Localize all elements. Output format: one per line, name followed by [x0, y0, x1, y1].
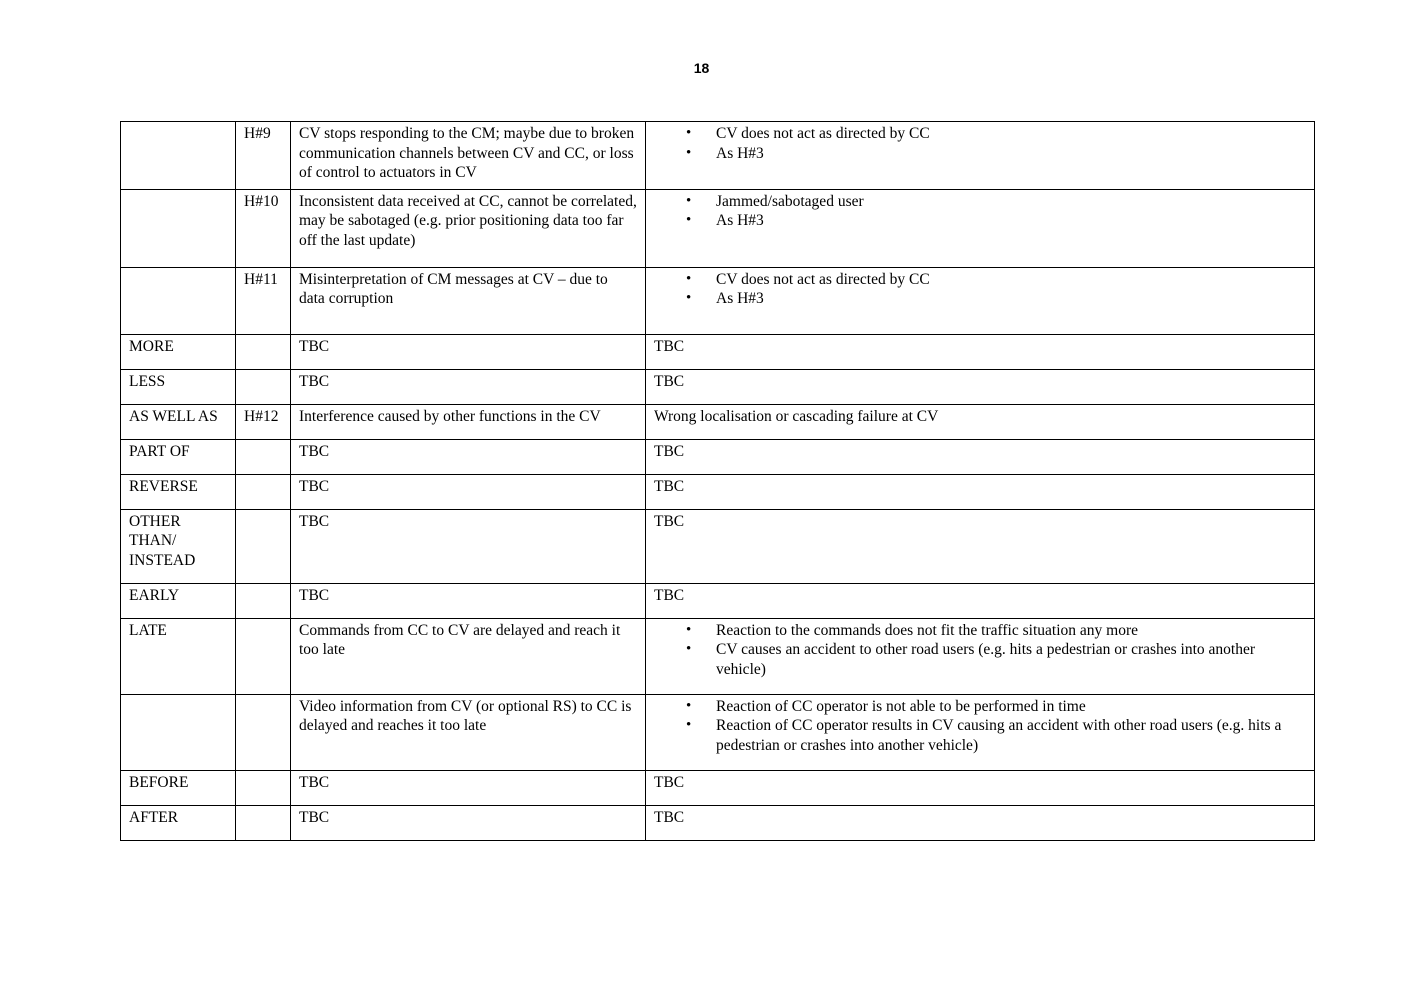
deviation-cell: Video information from CV (or optional RS) to CC is delayed and reaches it too late: [291, 694, 646, 770]
effects-cell: TBC: [646, 369, 1315, 404]
list-item: • Reaction of CC operator results in CV causing an accident with other road users (e.g. hits a pedestrian or crashes into another vehicle): [654, 716, 1306, 755]
guideword-cell: [121, 694, 236, 770]
hazop-table: [120, 121, 1315, 841]
effects-list: [654, 621, 1306, 680]
effects-cell: TBC: [646, 770, 1315, 805]
table-row: [121, 509, 1315, 583]
list-item: • As H#3: [654, 144, 1306, 164]
hazard-id-cell: H#12: [236, 404, 291, 439]
hazard-id-cell: [236, 805, 291, 840]
list-item: • As H#3: [654, 289, 1306, 309]
list-item: • Reaction to the commands does not fit the traffic situation any more: [654, 621, 1306, 641]
deviation-cell: TBC: [291, 583, 646, 618]
deviation-cell: CV stops responding to the CM; maybe due to broken communication channels between CV and CC, or loss of control to actuators in CV: [291, 122, 646, 190]
table-row: [121, 770, 1315, 805]
table-row: [121, 369, 1315, 404]
effects-cell: TBC: [646, 439, 1315, 474]
effects-cell: Wrong localisation or cascading failure at CV: [646, 404, 1315, 439]
effects-cell: TBC: [646, 509, 1315, 583]
guideword-cell: LESS: [121, 369, 236, 404]
deviation-cell: TBC: [291, 770, 646, 805]
hazard-id-cell: H#11: [236, 267, 291, 334]
deviation-cell: TBC: [291, 805, 646, 840]
guideword-cell: PART OF: [121, 439, 236, 474]
deviation-cell: Inconsistent data received at CC, cannot be correlated, may be sabotaged (e.g. prior positioning data too far off the last update): [291, 189, 646, 267]
table-row: [121, 267, 1315, 334]
hazard-id-cell: [236, 439, 291, 474]
table-row: [121, 583, 1315, 618]
effects-cell: TBC: [646, 334, 1315, 369]
hazard-id-cell: H#10: [236, 189, 291, 267]
table-row: [121, 474, 1315, 509]
table-row: [121, 618, 1315, 694]
deviation-cell: TBC: [291, 474, 646, 509]
list-item: • CV causes an accident to other road users (e.g. hits a pedestrian or crashes into another vehicle): [654, 640, 1306, 679]
table-row: [121, 694, 1315, 770]
effects-cell: TBC: [646, 805, 1315, 840]
guideword-cell: AS WELL AS: [121, 404, 236, 439]
guideword-cell: [121, 122, 236, 190]
list-item: • Jammed/sabotaged user: [654, 192, 1306, 212]
table-row: [121, 439, 1315, 474]
deviation-cell: TBC: [291, 369, 646, 404]
guideword-cell: AFTER: [121, 805, 236, 840]
table-row: [121, 805, 1315, 840]
effects-cell: [646, 122, 1315, 190]
table-row: [121, 334, 1315, 369]
effects-cell: [646, 267, 1315, 334]
hazard-id-cell: [236, 694, 291, 770]
table-row: [121, 189, 1315, 267]
hazard-id-cell: [236, 509, 291, 583]
guideword-cell: EARLY: [121, 583, 236, 618]
deviation-cell: Interference caused by other functions in the CV: [291, 404, 646, 439]
hazard-id-cell: [236, 770, 291, 805]
hazard-id-cell: [236, 474, 291, 509]
list-item: • As H#3: [654, 211, 1306, 231]
guideword-cell: REVERSE: [121, 474, 236, 509]
effects-cell: TBC: [646, 583, 1315, 618]
list-item: • CV does not act as directed by CC: [654, 270, 1306, 290]
guideword-cell: [121, 267, 236, 334]
hazard-id-cell: H#9: [236, 122, 291, 190]
effects-cell: [646, 694, 1315, 770]
effects-list: [654, 270, 1306, 309]
deviation-cell: Misinterpretation of CM messages at CV – due to data corruption: [291, 267, 646, 334]
effects-list: [654, 192, 1306, 231]
table-row: [121, 122, 1315, 190]
hazard-id-cell: [236, 369, 291, 404]
deviation-cell: TBC: [291, 334, 646, 369]
guideword-cell: [121, 189, 236, 267]
list-item: • Reaction of CC operator is not able to be performed in time: [654, 697, 1306, 717]
hazard-id-cell: [236, 618, 291, 694]
effects-list: [654, 697, 1306, 756]
guideword-cell: MORE: [121, 334, 236, 369]
hazard-id-cell: [236, 583, 291, 618]
deviation-cell: TBC: [291, 509, 646, 583]
table-row: [121, 404, 1315, 439]
effects-cell: TBC: [646, 474, 1315, 509]
deviation-cell: Commands from CC to CV are delayed and reach it too late: [291, 618, 646, 694]
hazard-id-cell: [236, 334, 291, 369]
effects-cell: [646, 189, 1315, 267]
deviation-cell: TBC: [291, 439, 646, 474]
guideword-cell: BEFORE: [121, 770, 236, 805]
guideword-cell: OTHER THAN/ INSTEAD: [121, 509, 236, 583]
effects-cell: [646, 618, 1315, 694]
guideword-cell: LATE: [121, 618, 236, 694]
list-item: • CV does not act as directed by CC: [654, 124, 1306, 144]
effects-list: [654, 124, 1306, 163]
page-number: 18: [693, 60, 710, 76]
